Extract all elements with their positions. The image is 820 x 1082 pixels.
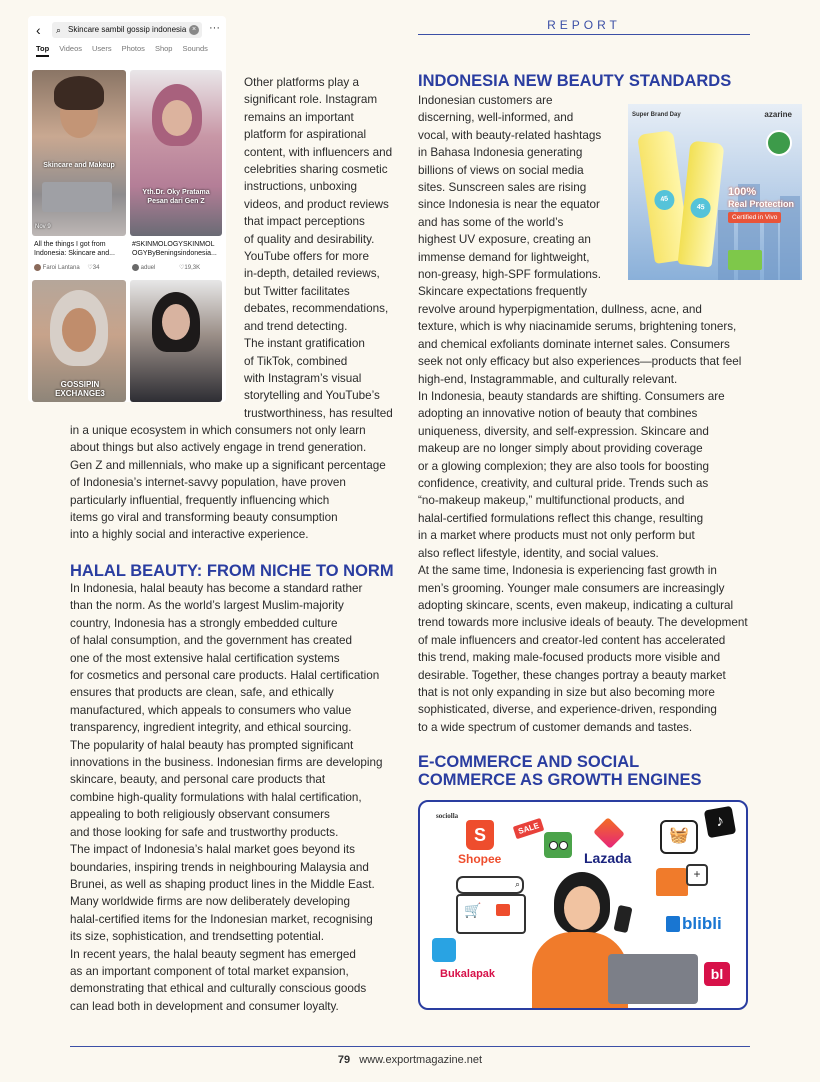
section-label: REPORT [547,18,621,32]
back-arrow-icon: ‹ [36,22,41,38]
ad-event-label: Super Brand Day [632,112,681,118]
search-bar-icon: ⌕ [456,876,524,894]
video-date-badge: Nov 9 [35,224,51,230]
beauty-standards-heading: INDONESIA NEW BEAUTY STANDARDS [418,72,732,90]
add-icon: + [686,864,708,886]
halal-heading: HALAL BEAUTY: FROM NICHE TO NORM [70,562,394,580]
clear-icon: × [189,25,199,35]
lazada-heart-icon [593,817,625,849]
certification-stamp-icon [766,130,792,156]
sociolla-logo: sociolla [436,812,459,820]
sunscreen-ad-image [628,104,802,280]
video-thumbnail [130,280,222,402]
tiktok-screenshot [28,16,226,402]
phone-search-query: Skincare sambil gossip indonesia [68,25,187,34]
bukalapak-logo: Bukalapak [440,968,496,980]
tiktok-logo-icon: ♪ [704,806,736,838]
beauty-narrow-text: Indonesian customers are discerning, well-informed, and vocal, with beauty-related hashtags in Bahasa Indonesia generating billions of views on social media sites. Sunscreen sales are rising since Indonesia is near the equator and has some of the world’s highest UV exposure, creating an immense demand for lightweight, non-greasy, high-SPF formulations. Skincare expectations frequently [418,94,602,299]
video-meta: aduel ♡19,3K [132,264,200,271]
phone-tab: Photos [121,44,145,53]
video-caption: All the things I got from Indonesia: Skincare and... [34,241,115,257]
phone-search-bar [32,20,222,42]
shopee-logo: Shopee [458,852,502,866]
woman-face [564,886,600,930]
bl-logo: bl [704,962,730,986]
tokopedia-bag-icon [544,832,572,858]
heart-icon: ♡ [87,265,93,272]
avatar [34,264,41,271]
ecommerce-illustration [418,800,748,1010]
video-meta: Faroi Lantana ♡34 [34,264,99,271]
sale-tag: SALE [513,818,545,839]
bukalapak-bag-icon [432,938,456,962]
ad-badge: Certified in Vivo [728,212,781,223]
video-caption: #SKINMOLOGYSKINMOL OGYByBeningsindonesia... [132,241,217,257]
video-thumbnail [32,280,126,402]
phone-search-box [52,22,202,38]
phone-tabs [36,44,208,57]
video-overlay-text: Yth.Dr. Oky Pratama Pesan dari Gen Z [142,189,210,205]
blibli-logo: blibli [682,914,722,933]
smartphone-icon [613,905,632,933]
sunscreen-tube-icon: 45 [637,130,691,264]
header-rule [418,34,750,35]
page-footer [0,1054,820,1066]
footer-rule [70,1046,750,1047]
laptop-icon [608,954,698,1004]
avatar [132,264,139,271]
page-number: 79 [337,1054,351,1066]
sunscreen-tube-icon: 45 [678,141,725,268]
website-link[interactable]: www.exportmagazine.net [359,1054,483,1066]
phone-tab: Videos [59,44,82,53]
intro-wide-text: in a unique ecosystem in which consumers not only learn about things but also actively engage in trend generation. Gen Z and millennials, who make up a significant percentage of Indonesia’s internet-savvy population, have proven particularly influential, frequently influencing which items go viral and transforming beauty consumption into a highly social and interactive experience. [70,424,386,542]
phone-tab: Shop [154,44,173,53]
heart-icon: ♡ [179,265,185,272]
ad-brand-logo: azarine [764,110,792,119]
ecommerce-heading: E-COMMERCE AND SOCIAL COMMERCE AS GROWTH ENGINES [418,753,702,789]
shopee-bag-icon: S [466,820,494,850]
more-icon: ··· [209,22,220,34]
phone-tab: Users [91,44,112,53]
phone-tab: Sounds [182,44,208,53]
video-overlay-text: GOSSIPIN EXCHANGE3 [55,380,105,398]
lazada-logo: Lazada [584,850,632,866]
tshirt-icon [656,868,688,896]
blibli-bag-icon [666,916,680,932]
beauty-body-text: revolve around hyperpigmentation, dullness, acne, and texture, which is why niacinamide serums, brightening toners, and chemical exfoliants dominate internet sales. Consumers seek not only efficacy but also experiences—products that feel high-end, Instagrammable, and culturally relevant. In Indonesia, beauty standards are shifting. Consumers are adopting an innovative notion of beauty that combines uniqueness, diversity, and self-expression. Skincare and makeup are no longer simply about providing coverage or a glowing complexion; they are also tools for boosting confidence, creativity, and cultural pride. Trends such as “no-makeup makeup,” multifunctional products, and halal-certified formulations reflect this change, resulting in a market where products must not only perform but also reflect lifestyle, identity, and social values. At the same time, Indonesia is experiencing fast growth in men’s grooming. Younger male consumers are increasingly adopting skincare, scents, even makeup, indicating a cultural trend towards more inclusive ideals of beauty. The development of male influencers and creator-led content has accelerated this trend, making male-focused products more visible and desirable. Together, these changes portray a beauty market that is not only expanding in size but also becoming more sophisticated, diverse, and experience-driven, responding to a wide spectrum of customer demands and tastes. [418,303,748,734]
halal-body-text: In Indonesia, halal beauty has become a standard rather than the norm. As the world’s largest Muslim-majority country, Indonesia has a strongly embedded culture of halal consumption, and the government has created one of the most extensive halal certification systems for cosmetics and personal care products. Halal certification ensures that products are clean, safe, and ethically manufactured, which appeals to consumers who value transparency, ingredient integrity, and ethical sourcing. The popularity of halal beauty has prompted significant innovations in the business. Indonesian firms are developing skincare, beauty, and personal care products that combine high-quality formulations with halal certification, appealing to both religiously observant consumers and those looking for safe and trustworthy products. The impact of Indonesia’s halal market goes beyond its boundaries, inspiring trends in neighbouring Malaysia and Brunei, as well as shaping product lines in the Middle East. Many worldwide firms are now deliberately developing halal-certified items for the Indonesian market, recognising its size, sophistication, and trendsetting potential. In recent years, the halal beauty segment has emerged as an important component of total market expansion, demonstrating that ethical and culturally conscious goods can lead both in development and consumer loyalty. [70,582,383,1013]
ad-claim: 100% Real Protection [728,186,795,209]
video-thumbnail [32,70,126,236]
browser-window-icon: 🛒 [456,894,526,934]
search-icon: ⌕ [56,25,62,35]
video-thumbnail [130,70,222,236]
phone-tab: Top [36,44,49,57]
ad-sticker-icon [728,250,762,270]
video-overlay-text: Skincare and Makeup [43,162,115,169]
intro-narrow-text: Other platforms play a significant role. Instagram remains an important platform for aspirational content, with influencers and celebrities sharing cosmetic instructions, unboxing videos, and product reviews that impact perceptions of quality and desirability. YouTube offers for more in-depth, detailed reviews, but Twitter facilitates debates, recommendations, and trend detecting. The instant gratification of TikTok, combined with Instagram’s visual storytelling and YouTube’s trustworthiness, has resulted [244,76,393,420]
basket-icon: 🧺 [660,820,698,854]
